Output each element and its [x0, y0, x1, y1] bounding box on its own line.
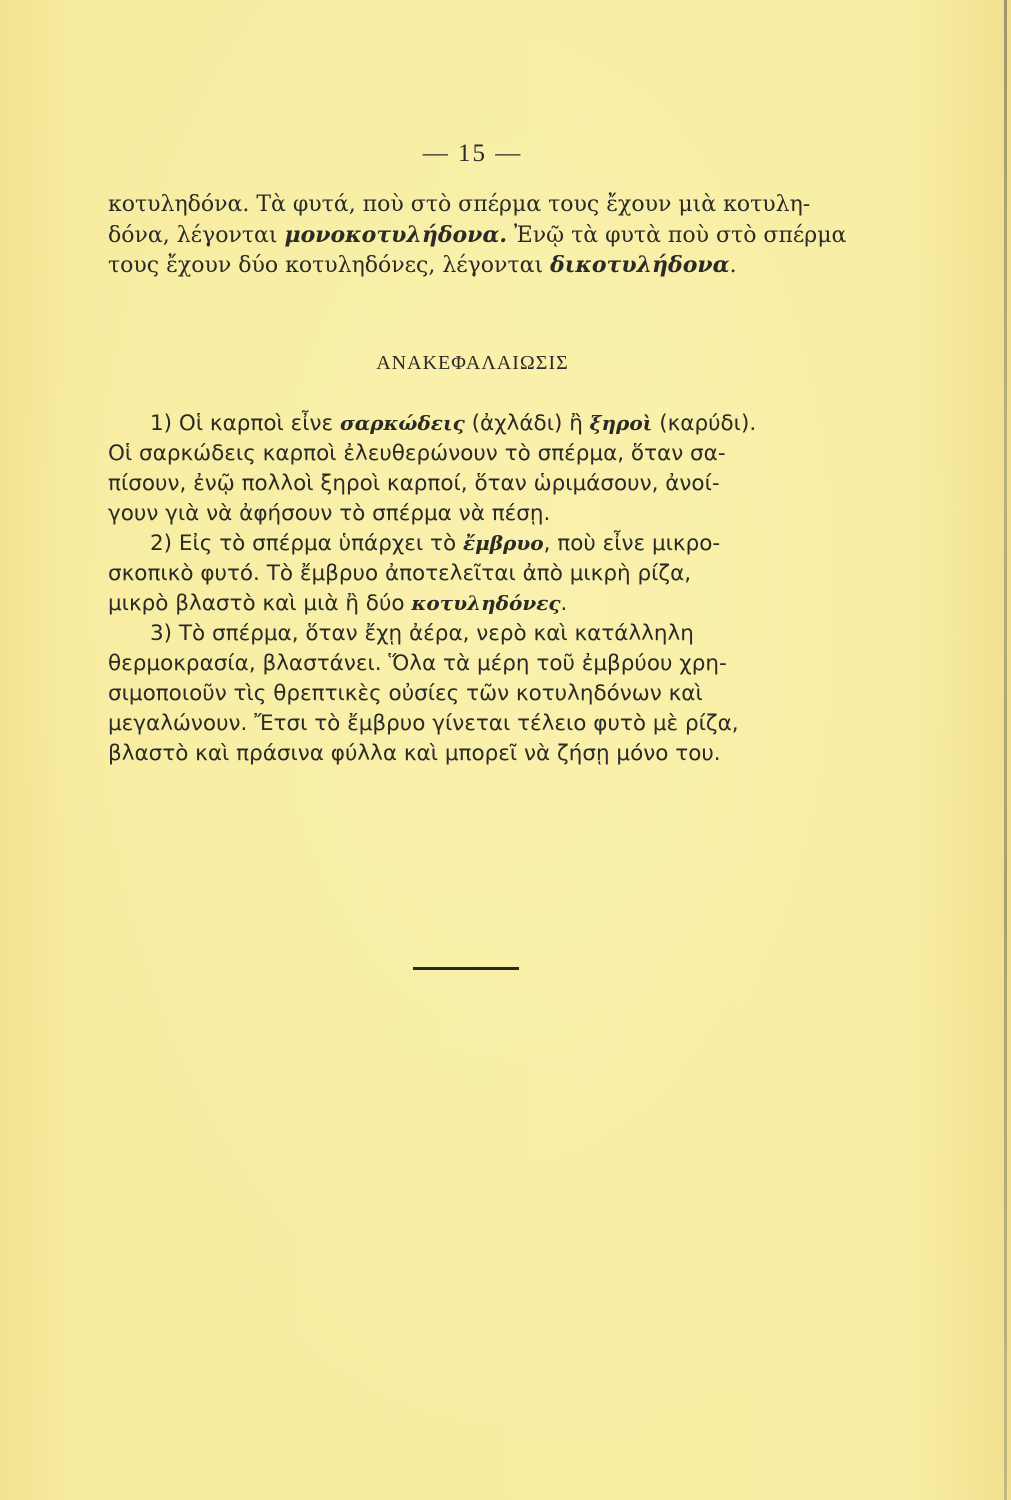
summary-line: θερμοκρασία, βλαστάνει. Ὅλα τὰ μέρη τοῦ ἐμβρύου χρη-: [108, 651, 727, 676]
section-heading: ΑΝΑΚΕΦΑΛΑΙΩΣΙΣ: [376, 352, 569, 374]
summary-line: γουν γιὰ νὰ ἀφήσουν τὸ σπέρμα νὰ πέσῃ.: [108, 501, 551, 526]
summary-line: βλαστὸ καὶ πράσινα φύλλα καὶ μπορεῖ νὰ ζήσῃ μόνο του.: [108, 741, 721, 766]
summary-line: [108, 408, 838, 438]
text-span: .: [729, 253, 737, 278]
summary-line: μεγαλώνουν. Ἔτσι τὸ ἔμβρυο γίνεται τέλειο φυτὸ μὲ ρίζα,: [108, 711, 739, 736]
text-line: [108, 220, 847, 250]
summary-line: 3) Τὸ σπέρμα, ὅταν ἔχῃ ἀέρα, νερὸ καὶ κατάλληλη: [150, 621, 694, 646]
end-rule: [413, 967, 519, 970]
text-span: κοτυληδόνα. Τὰ φυτά, ποὺ στὸ σπέρμα τους ἔχουν μιὰ κοτυλη-: [108, 192, 811, 217]
summary-line: Οἱ σαρκώδεις καρποὶ ἐλευθερώνουν τὸ σπέρμα, ὅταν σα-: [108, 441, 726, 466]
intro-paragraph: [108, 190, 847, 280]
term-dry: ξηροὶ: [589, 411, 653, 435]
text-span: (ἀχλάδι) ἢ: [464, 411, 590, 436]
term-dicot: δικοτυλήδονα: [550, 252, 730, 278]
term-cotyledons: κοτυληδόνες: [411, 591, 561, 615]
text-span: 1) Οἱ καρποὶ εἶνε: [150, 411, 340, 436]
summary-line: [108, 528, 838, 558]
summary-line: [108, 588, 838, 618]
text-span: Ἐνῷ τὰ φυτὰ ποὺ στὸ σπέρμα: [507, 223, 847, 248]
text-line: [108, 250, 838, 280]
text-span: τους ἔχουν δύο κοτυληδόνες, λέγονται: [108, 253, 551, 278]
text-span: 2) Εἰς τὸ σπέρμα ὑπάρχει τὸ: [150, 531, 463, 556]
summary-line: πίσουν, ἐνῷ πολλοὶ ξηροὶ καρποί, ὅταν ὡριμάσουν, ἀνοί-: [108, 471, 720, 496]
term-monocot: μονοκοτυλήδονα.: [284, 222, 508, 248]
text-span: (καρύδι).: [652, 411, 757, 436]
text-span: .: [560, 591, 568, 616]
summary-line: σκοπικὸ φυτό. Τὸ ἔμβρυο ἀποτελεῖται ἀπὸ μικρὴ ρίζα,: [108, 561, 692, 586]
term-embryo: ἔμβρυο: [462, 531, 544, 555]
text-span: δόνα, λέγονται: [108, 223, 285, 248]
text-line: [108, 190, 838, 220]
summary-line: σιμοποιοῦν τὶς θρεπτικὲς οὐσίες τῶν κοτυληδόνων καὶ: [108, 681, 703, 706]
summary-section: [108, 408, 838, 768]
page-number: — 15 —: [422, 140, 523, 167]
text-span: μικρὸ βλαστὸ καὶ μιὰ ἢ δύο: [108, 591, 412, 616]
text-span: , ποὺ εἶνε μικρο-: [543, 531, 721, 556]
page-edge: [1004, 0, 1007, 1500]
term-fleshy: σαρκώδεις: [340, 411, 465, 435]
